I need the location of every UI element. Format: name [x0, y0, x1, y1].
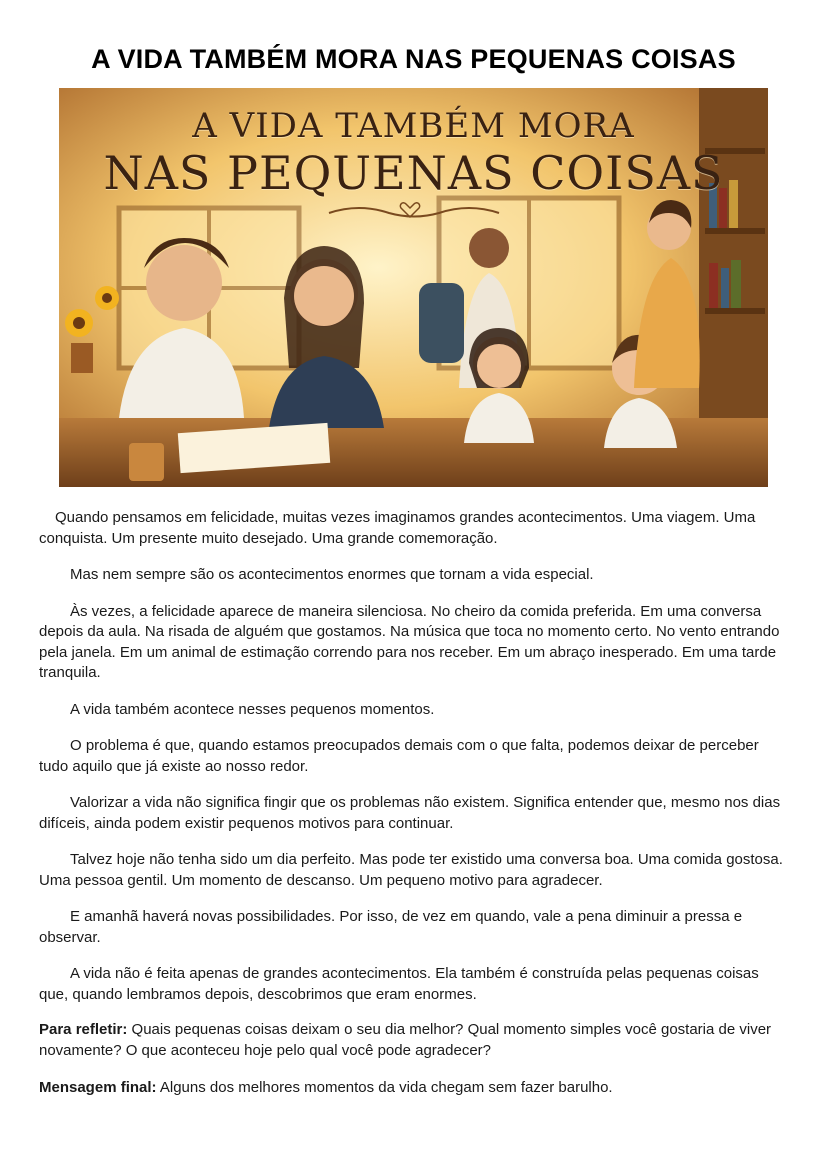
- paragraph: Mas nem sempre são os acontecimentos enormes que tornam a vida especial.: [70, 566, 594, 583]
- final-message-text: Alguns dos melhores momentos da vida chegam sem fazer barulho.: [156, 1079, 613, 1096]
- paragraph: Às vezes, a felicidade aparece de maneira silenciosa. No cheiro da comida preferida. Em uma conversa depois da aula. Na risada de alguém que gostamos. Na música que toca no momento certo. No vento entrando pela janela. Em um animal de estimação correndo para nos receber. Em um abraço inesperado. Em uma tarde tranquila.: [39, 602, 780, 681]
- paragraph: Quando pensamos em felicidade, muitas vezes imaginamos grandes acontecimentos. Uma viagem. Uma conquista. Um presente muito desejado. Uma grande comemoração.: [39, 509, 756, 547]
- reflection-prompt: [39, 1019, 789, 1061]
- paragraph: A vida não é feita apenas de grandes acontecimentos. Ela também é construída pelas pequenas coisas que, quando lembramos depois, descobrimos que eram enormes.: [39, 965, 759, 1003]
- mug: [129, 443, 164, 481]
- reflection-text: Quais pequenas coisas deixam o seu dia melhor? Qual momento simples você gostaria de viver novamente? O que aconteceu hoje pelo qual você pode agradecer?: [39, 1021, 772, 1059]
- illustration-title-line1: A VIDA TAMBÉM MORA: [192, 106, 635, 146]
- illustration-title-line2: NAS PEQUENAS COISAS: [103, 146, 724, 200]
- reflection-label: Para refletir:: [39, 1021, 128, 1038]
- final-message: [39, 1077, 789, 1098]
- paragraph: Talvez hoje não tenha sido um dia perfeito. Mas pode ter existido uma conversa boa. Uma comida gostosa. Uma pessoa gentil. Um momento de descanso. Um pequeno motivo para agradecer.: [39, 851, 783, 889]
- paragraph: Valorizar a vida não significa fingir que os problemas não existem. Significa entender que, mesmo nos dias difíceis, ainda podem existir pequenos motivos para continuar.: [39, 794, 781, 832]
- final-message-label: Mensagem final:: [39, 1079, 157, 1096]
- illustration-image: [59, 88, 768, 487]
- paragraph: E amanhã haverá novas possibilidades. Por isso, de vez em quando, vale a pena diminuir a pressa e observar.: [39, 908, 743, 946]
- article-body: [39, 508, 789, 1114]
- page-title: A VIDA TAMBÉM MORA NAS PEQUENAS COISAS: [91, 44, 736, 74]
- paragraph: A vida também acontece nesses pequenos momentos.: [70, 700, 435, 718]
- paragraph: O problema é que, quando estamos preocupados demais com o que falta, podemos deixar de perceber tudo aquilo que já existe ao nosso redor.: [39, 737, 759, 775]
- reflection-section: [39, 1019, 789, 1098]
